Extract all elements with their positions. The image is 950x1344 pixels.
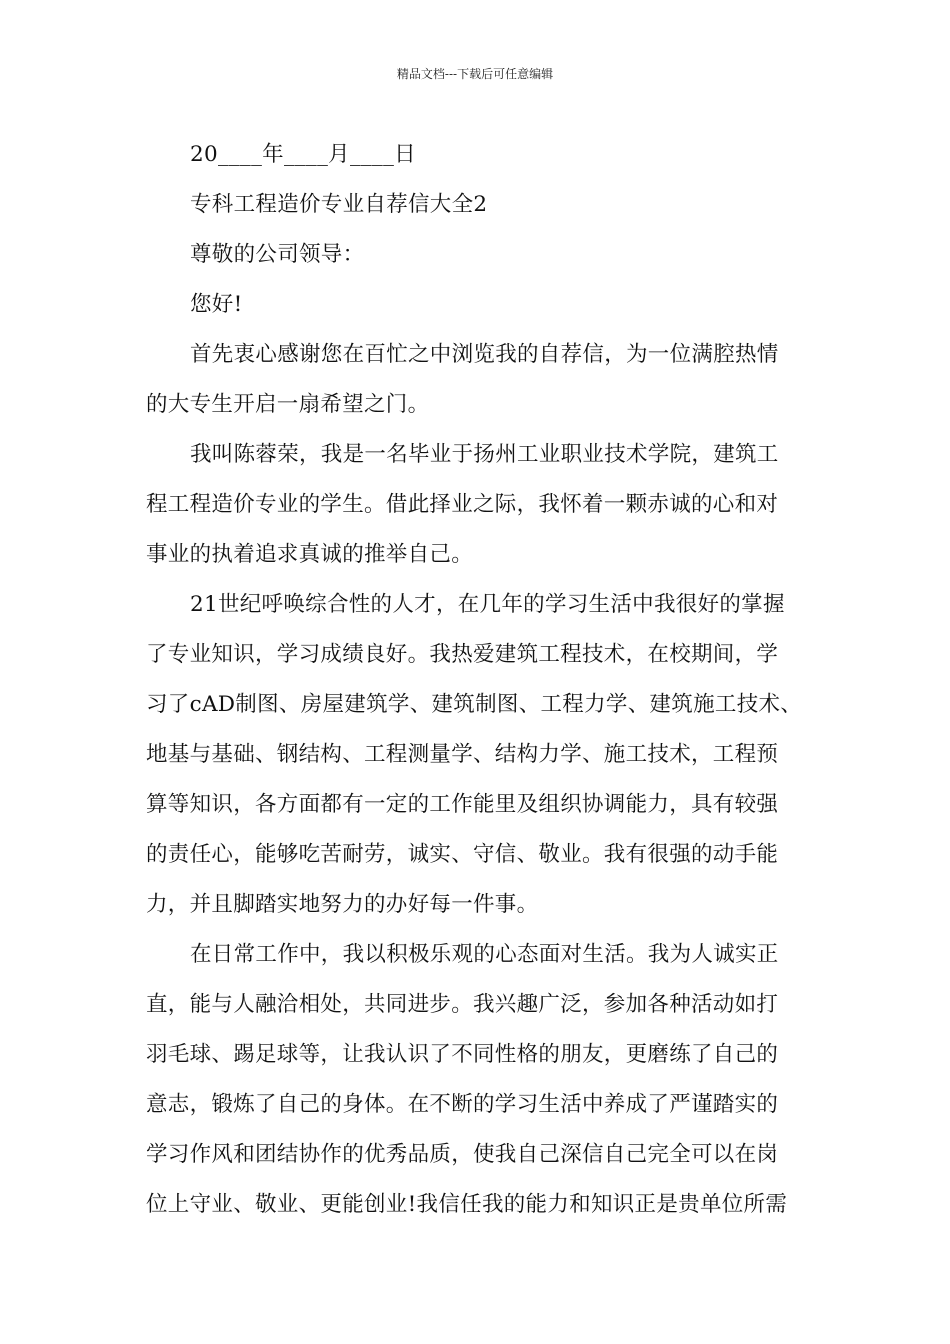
text-line: 习了cAD制图、房屋建筑学、建筑制图、工程力学、建筑施工技术、: [146, 692, 803, 717]
text-line: 羽毛球、踢足球等，让我认识了不同性格的朋友，更磨练了自己的: [146, 1042, 779, 1067]
text-line: 地基与基础、钢结构、工程测量学、结构力学、施工技术，工程预: [146, 742, 779, 767]
document-body: [146, 130, 826, 1230]
salutation: 尊敬的公司领导：: [190, 242, 365, 267]
text-line: 21世纪呼唤综合性的人才，在几年的学习生活中我很好的掌握: [190, 592, 785, 617]
text-line: 了专业知识，学习成绩良好。我热爱建筑工程技术，在校期间，学: [146, 642, 779, 667]
text-line: 意志，锻炼了自己的身体。在不断的学习生活中养成了严谨踏实的: [146, 1092, 779, 1117]
text-line: 的大专生开启一扇希望之门。: [146, 392, 430, 417]
text-line: 力，并且脚踏实地努力的办好每一件事。: [146, 892, 539, 917]
text-line: 事业的执着追求真诚的推举自己。: [146, 542, 474, 567]
text-line: 位上守业、敬业、更能创业!我信任我的能力和知识正是贵单位所需: [146, 1192, 788, 1217]
text-line: 直，能与人融洽相处，共同进步。我兴趣广泛，参加各种活动如打: [146, 992, 779, 1017]
date-line: 20____年____月____日: [190, 142, 416, 167]
letter-title: 专科工程造价专业自荐信大全2: [190, 192, 488, 217]
text-line: 算等知识，各方面都有一定的工作能里及组织协调能力，具有较强: [146, 792, 779, 817]
text-line: 的责任心，能够吃苦耐劳，诚实、守信、敬业。我有很强的动手能: [146, 842, 779, 867]
greeting: 您好!: [190, 292, 243, 317]
text-line: 首先衷心感谢您在百忙之中浏览我的自荐信，为一位满腔热情: [190, 342, 779, 367]
text-line: 学习作风和团结协作的优秀品质，使我自己深信自己完全可以在岗: [146, 1142, 779, 1167]
text-line: 在日常工作中，我以积极乐观的心态面对生活。我为人诚实正: [190, 942, 779, 967]
text-line: 我叫陈蓉荣，我是一名毕业于扬州工业职业技术学院，建筑工: [190, 442, 779, 467]
page-header: 精品文档---下载后可任意编辑: [396, 67, 554, 81]
text-line: 程工程造价专业的学生。借此择业之际，我怀着一颗赤诚的心和对: [146, 492, 779, 517]
